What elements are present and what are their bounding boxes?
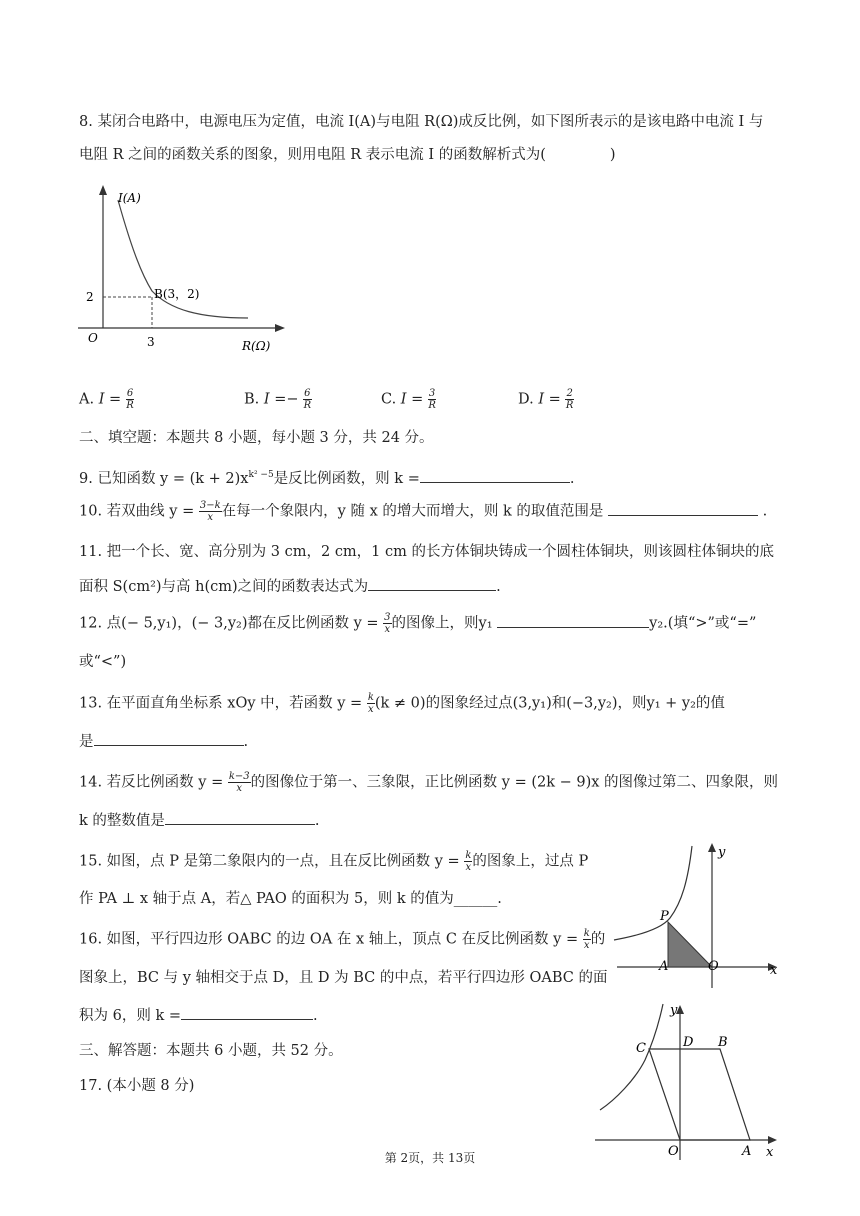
q14-answer-blank[interactable] bbox=[165, 810, 315, 825]
q14-end: . bbox=[314, 813, 320, 829]
q15-line2: 作 PA ⊥ x 轴于点 A，若△ PAO 的面积为 5，则 k 的值为______. bbox=[79, 891, 502, 907]
choice-b-num: 6 bbox=[304, 388, 311, 399]
choice-d-num: 2 bbox=[566, 388, 573, 399]
q11-line1: 11. 把一个长、宽、高分别为 3 cm，2 cm，1 cm 的长方体铜块铸成一个圆柱体铜块，则该圆柱体铜块的底 bbox=[79, 544, 774, 560]
q12-post: 的图像上，则y₁ bbox=[391, 615, 493, 632]
q10-pre: 10. 若双曲线 y = bbox=[79, 503, 195, 520]
q15-den: x bbox=[465, 862, 472, 873]
q16-end: . bbox=[313, 1008, 318, 1024]
choice-b-frac bbox=[303, 388, 311, 411]
q12-num: 3 bbox=[384, 612, 391, 623]
q16-graph-y: y bbox=[670, 1003, 678, 1018]
q14 bbox=[79, 771, 778, 794]
choice-c-num: 3 bbox=[428, 388, 436, 399]
q16-graph bbox=[590, 1000, 785, 1170]
q15-graph-y: y bbox=[718, 845, 726, 860]
choice-a-den: R bbox=[126, 400, 134, 411]
q10-den: x bbox=[207, 512, 214, 523]
q8-graph-xlabel: R(Ω) bbox=[242, 339, 271, 353]
q12-post2: y₂.(填“>”或“=” bbox=[649, 615, 757, 632]
section2-heading: 二、填空题：本题共 8 小题，每小题 3 分，共 24 分。 bbox=[79, 430, 434, 446]
q15-graph-x: x bbox=[770, 963, 778, 978]
q13-frac bbox=[367, 692, 375, 715]
q9-sup: k² −5 bbox=[248, 470, 274, 480]
q12-frac bbox=[383, 612, 391, 635]
q13-line2-text: 是 bbox=[79, 734, 94, 750]
q8-line1: 8. 某闭合电路中，电源电压为定值，电流 I(A)与电阻 R(Ω)成反比例，如下图所表示的是该电路中电流 I 与 bbox=[79, 114, 764, 130]
choice-b-lhs: I = bbox=[263, 391, 287, 408]
q16 bbox=[79, 928, 605, 951]
choice-a-frac bbox=[126, 388, 134, 411]
q9-post: 是反比例函数，则 k = bbox=[273, 470, 420, 487]
q8-graph-tick-x: 3 bbox=[147, 335, 155, 349]
q14-num: k−3 bbox=[228, 771, 250, 782]
q16-graph-x: x bbox=[766, 1145, 774, 1160]
q8-graph-ylabel: I(A) bbox=[118, 191, 141, 205]
q10-end: . bbox=[762, 503, 768, 520]
q13-pre: 13. 在平面直角坐标系 xOy 中，若函数 y = bbox=[79, 695, 363, 712]
q16-answer-blank[interactable] bbox=[181, 1005, 313, 1020]
choice-c-frac bbox=[428, 388, 436, 411]
q16-graph-o: O bbox=[668, 1144, 679, 1159]
q16-line2: 图象上，BC 与 y 轴相交于点 D，且 D 为 BC 的中点，若平行四边形 OABC 的面 bbox=[79, 970, 608, 986]
choice-c-den: R bbox=[428, 400, 436, 411]
q15-graph bbox=[612, 840, 787, 995]
q15-post: 的图象上，过点 P bbox=[472, 853, 589, 870]
q11-answer-blank[interactable] bbox=[368, 576, 496, 591]
q16-post: 的 bbox=[590, 931, 606, 948]
q15 bbox=[79, 850, 588, 873]
q15-pre: 15. 如图，点 P 是第二象限内的一点，且在反比例函数 y = bbox=[79, 853, 460, 870]
q16-graph-b: B bbox=[718, 1035, 728, 1050]
q16-pre: 16. 如图，平行四边形 OABC 的边 OA 在 x 轴上，顶点 C 在反比例函数 y = bbox=[79, 931, 579, 948]
choice-a-lhs: I = bbox=[98, 391, 122, 408]
q13-den: x bbox=[368, 704, 374, 715]
q11-line2 bbox=[79, 576, 501, 597]
q8-graph bbox=[70, 180, 285, 360]
choice-b-letter: B. bbox=[244, 391, 260, 408]
choice-b[interactable] bbox=[244, 388, 312, 411]
q16-num: k bbox=[583, 928, 590, 939]
q14-line2-text: k 的整数值是 bbox=[79, 813, 165, 829]
q12-pre: 12. 点(− 5,y₁)，(− 3,y₂)都在反比例函数 y = bbox=[79, 615, 379, 632]
q12-answer-blank[interactable] bbox=[497, 613, 649, 628]
q15-num: k bbox=[465, 850, 472, 861]
q9-answer-blank[interactable] bbox=[420, 468, 570, 483]
q10-answer-blank[interactable] bbox=[608, 501, 758, 516]
q13-post: (k ≠ 0)的图象经过点(3,y₁)和(−3,y₂)，则y₁ + y₂的值 bbox=[374, 695, 725, 712]
section3-heading: 三、解答题：本题共 6 小题，共 52 分。 bbox=[79, 1043, 343, 1059]
choice-a-letter: A. bbox=[79, 391, 95, 408]
q15-graph-o: O bbox=[708, 959, 719, 974]
q8-line2-text: 电阻 R 之间的函数关系的图象，则用电阻 R 表示电流 I 的函数解析式为( bbox=[79, 147, 546, 163]
q17-heading: 17. (本小题 8 分) bbox=[79, 1078, 195, 1094]
q15-graph-p: P bbox=[660, 909, 669, 924]
q13-line2 bbox=[79, 731, 248, 752]
choice-c-letter: C. bbox=[381, 391, 397, 408]
choice-a-num: 6 bbox=[126, 388, 134, 399]
choice-d-den: R bbox=[565, 400, 574, 411]
page-footer: 第 2页，共 13页 bbox=[384, 1151, 476, 1165]
q14-post: 的图像位于第一、三象限，正比例函数 y = (2k − 9)x 的图像过第二、四象限，则 bbox=[250, 774, 779, 791]
q16-line3-text: 积为 6，则 k = bbox=[79, 1008, 181, 1024]
q16-line3 bbox=[79, 1005, 318, 1026]
q12-den: x bbox=[384, 624, 391, 635]
q13 bbox=[79, 692, 725, 715]
q13-answer-blank[interactable] bbox=[94, 731, 244, 746]
choice-d-letter: D. bbox=[518, 391, 534, 408]
q10-post: 在每一个象限内，y 随 x 的增大而增大，则 k 的取值范围是 bbox=[221, 503, 604, 520]
q16-graph-d: D bbox=[683, 1035, 694, 1050]
q11-line2-text: 面积 S(cm²)与高 h(cm)之间的函数表达式为 bbox=[79, 579, 369, 595]
choice-d-frac bbox=[565, 388, 573, 411]
q8-line2 bbox=[79, 145, 616, 165]
q8-graph-origin: O bbox=[88, 331, 98, 345]
q14-line2 bbox=[79, 810, 320, 831]
q10-num: 3−k bbox=[199, 500, 221, 511]
q13-num: k bbox=[367, 692, 374, 703]
choice-d-lhs: I = bbox=[538, 391, 561, 408]
q8-line2-close: ) bbox=[609, 147, 616, 163]
choice-d[interactable] bbox=[518, 388, 574, 411]
q9-end: . bbox=[569, 470, 575, 487]
choice-c-lhs: I = bbox=[400, 391, 424, 408]
q16-graph-a: A bbox=[742, 1144, 752, 1159]
q9-pre: 9. 已知函数 y = (k + 2)x bbox=[79, 470, 249, 487]
q12 bbox=[79, 612, 756, 635]
q14-frac bbox=[228, 771, 251, 794]
q16-den: x bbox=[583, 940, 590, 951]
q16-graph-c: C bbox=[636, 1041, 646, 1056]
q13-end: . bbox=[243, 734, 249, 750]
q10 bbox=[79, 500, 767, 523]
q11-end: . bbox=[496, 579, 501, 595]
q16-frac bbox=[583, 928, 591, 951]
choice-b-sign: − bbox=[286, 391, 299, 408]
q9 bbox=[79, 465, 574, 489]
q8-graph-tick-y: 2 bbox=[86, 290, 94, 304]
choice-b-den: R bbox=[303, 400, 312, 411]
choice-c[interactable] bbox=[381, 388, 436, 411]
q8-graph-point-label: B(3，2) bbox=[154, 287, 200, 301]
q14-pre: 14. 若反比例函数 y = bbox=[79, 774, 224, 791]
choice-a[interactable] bbox=[79, 388, 134, 411]
q10-frac bbox=[199, 500, 222, 523]
q14-den: x bbox=[236, 783, 243, 794]
q15-graph-a: A bbox=[659, 959, 669, 974]
q12-line2: 或“<”) bbox=[79, 654, 127, 670]
